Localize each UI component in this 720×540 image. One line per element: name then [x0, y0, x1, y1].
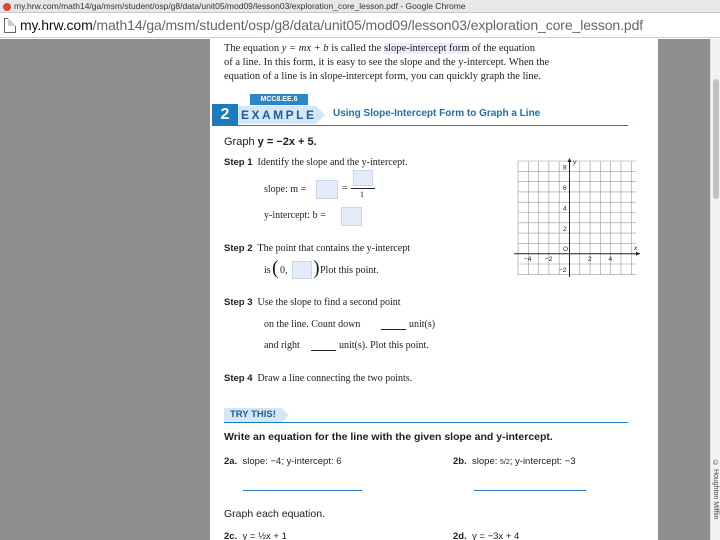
step-1: Step 1 Identify the slope and the y-intercept. — [224, 157, 408, 168]
step-2-plot: Plot this point. — [320, 265, 379, 276]
window-title: my.hrw.com/math14/ga/msm/student/osp/g8/data/unit05/mod09/lesson03/exploration_core_lesson.pdf - Google Chrome — [14, 1, 466, 11]
y-intercept-point-box[interactable] — [292, 261, 312, 279]
question-2c: 2c. y = ½x + 1 — [224, 531, 287, 540]
copyright-margin-text: © Houghton Mifflin — [712, 460, 719, 520]
example-prompt: Graph y = −2x + 5. — [224, 136, 317, 148]
right-paren: ) — [313, 257, 320, 279]
intro-paragraph — [224, 42, 594, 84]
step-3: Step 3 Use the slope to find a second point — [224, 297, 401, 308]
step-3-units-1: unit(s) — [409, 319, 436, 330]
y-tick-8: 8 — [563, 164, 567, 172]
standard-badge: MCC8.EE.6 — [250, 94, 308, 105]
window-title-bar — [0, 0, 720, 13]
x-tick-neg4: −4 — [524, 256, 532, 263]
page-icon — [4, 18, 16, 33]
x-axis-label: x — [634, 245, 638, 252]
y-intercept-label: y-intercept: b = — [264, 210, 326, 221]
x-tick-neg2: −2 — [545, 256, 553, 263]
try-this-divider — [224, 422, 628, 423]
step-3-units-2: unit(s). Plot this point. — [339, 340, 429, 351]
example-title: Using Slope-Intercept Form to Graph a Line — [333, 108, 541, 119]
x-axis-arrow — [636, 252, 640, 256]
question-2d: 2d. y = −3x + 4 — [453, 531, 520, 540]
question-2b: 2b. slope: 5/2; y-intercept: −3 — [453, 456, 576, 467]
answer-line-2a[interactable] — [243, 490, 362, 491]
intro-line-2: of a line. In this form, it is easy to see the slope and the y-intercept. When the — [224, 57, 550, 68]
intro-line-1: The equation y = mx + b is called the slope-intercept form of the equation — [224, 43, 536, 54]
slope-equals: = — [342, 183, 348, 194]
slope-answer-box[interactable] — [316, 180, 338, 199]
y-tick-6: 6 — [563, 185, 567, 192]
y-tick-4: 4 — [563, 205, 567, 213]
x-tick-2: 2 — [588, 256, 592, 263]
address-bar[interactable] — [0, 14, 720, 38]
step-2: Step 2 The point that contains the y-intercept — [224, 243, 410, 254]
coordinate-grid[interactable] — [510, 157, 642, 279]
step-3-count-down: on the line. Count down — [264, 319, 361, 330]
y-tick-neg2: −2 — [559, 267, 567, 274]
pdf-page — [210, 39, 658, 540]
pdf-viewer-background-left — [0, 39, 210, 540]
slope-label: slope: m = — [264, 184, 307, 195]
slope-denominator: 1 — [360, 190, 364, 199]
y-axis-label: y — [573, 159, 577, 166]
count-right-blank[interactable] — [311, 350, 336, 351]
fraction-bar — [351, 188, 375, 189]
count-down-blank[interactable] — [381, 329, 406, 330]
step-2-is: is — [264, 265, 271, 276]
url-text[interactable]: my.hrw.com/math14/ga/msm/student/osp/g8/data/unit05/mod09/lesson03/exploration_core_lesson.pdf — [20, 17, 644, 33]
intro-line-3: equation of a line is in slope-intercept form, you can quickly graph the line. — [224, 71, 541, 82]
pdf-viewer-background-right — [658, 39, 710, 540]
left-paren: ( — [272, 257, 279, 279]
step-3-and-right: and right — [264, 340, 300, 351]
example-number: 2 — [212, 104, 238, 126]
origin-label: O — [563, 246, 569, 253]
example-divider — [238, 125, 628, 126]
example-label: EXAMPLE — [238, 106, 316, 124]
grid-lines — [518, 161, 636, 275]
try-this-heading: Write an equation for the line with the given slope and y-intercept. — [224, 431, 553, 443]
slope-numerator-box[interactable] — [353, 170, 373, 186]
scrollbar-thumb[interactable] — [713, 79, 719, 199]
x-tick-4: 4 — [608, 256, 613, 263]
try-this-label: TRY THIS! — [224, 408, 282, 422]
chrome-icon — [3, 3, 11, 11]
y-intercept-answer-box[interactable] — [341, 207, 362, 226]
step-2-zero: 0, — [280, 265, 288, 276]
y-axis-arrow — [568, 158, 572, 162]
y-tick-2: 2 — [563, 226, 567, 233]
step-4: Step 4 Draw a line connecting the two points. — [224, 373, 413, 384]
question-2a: 2a. slope: −4; y-intercept: 6 — [224, 456, 342, 467]
graph-each-heading: Graph each equation. — [224, 508, 325, 520]
answer-line-2b[interactable] — [474, 490, 586, 491]
